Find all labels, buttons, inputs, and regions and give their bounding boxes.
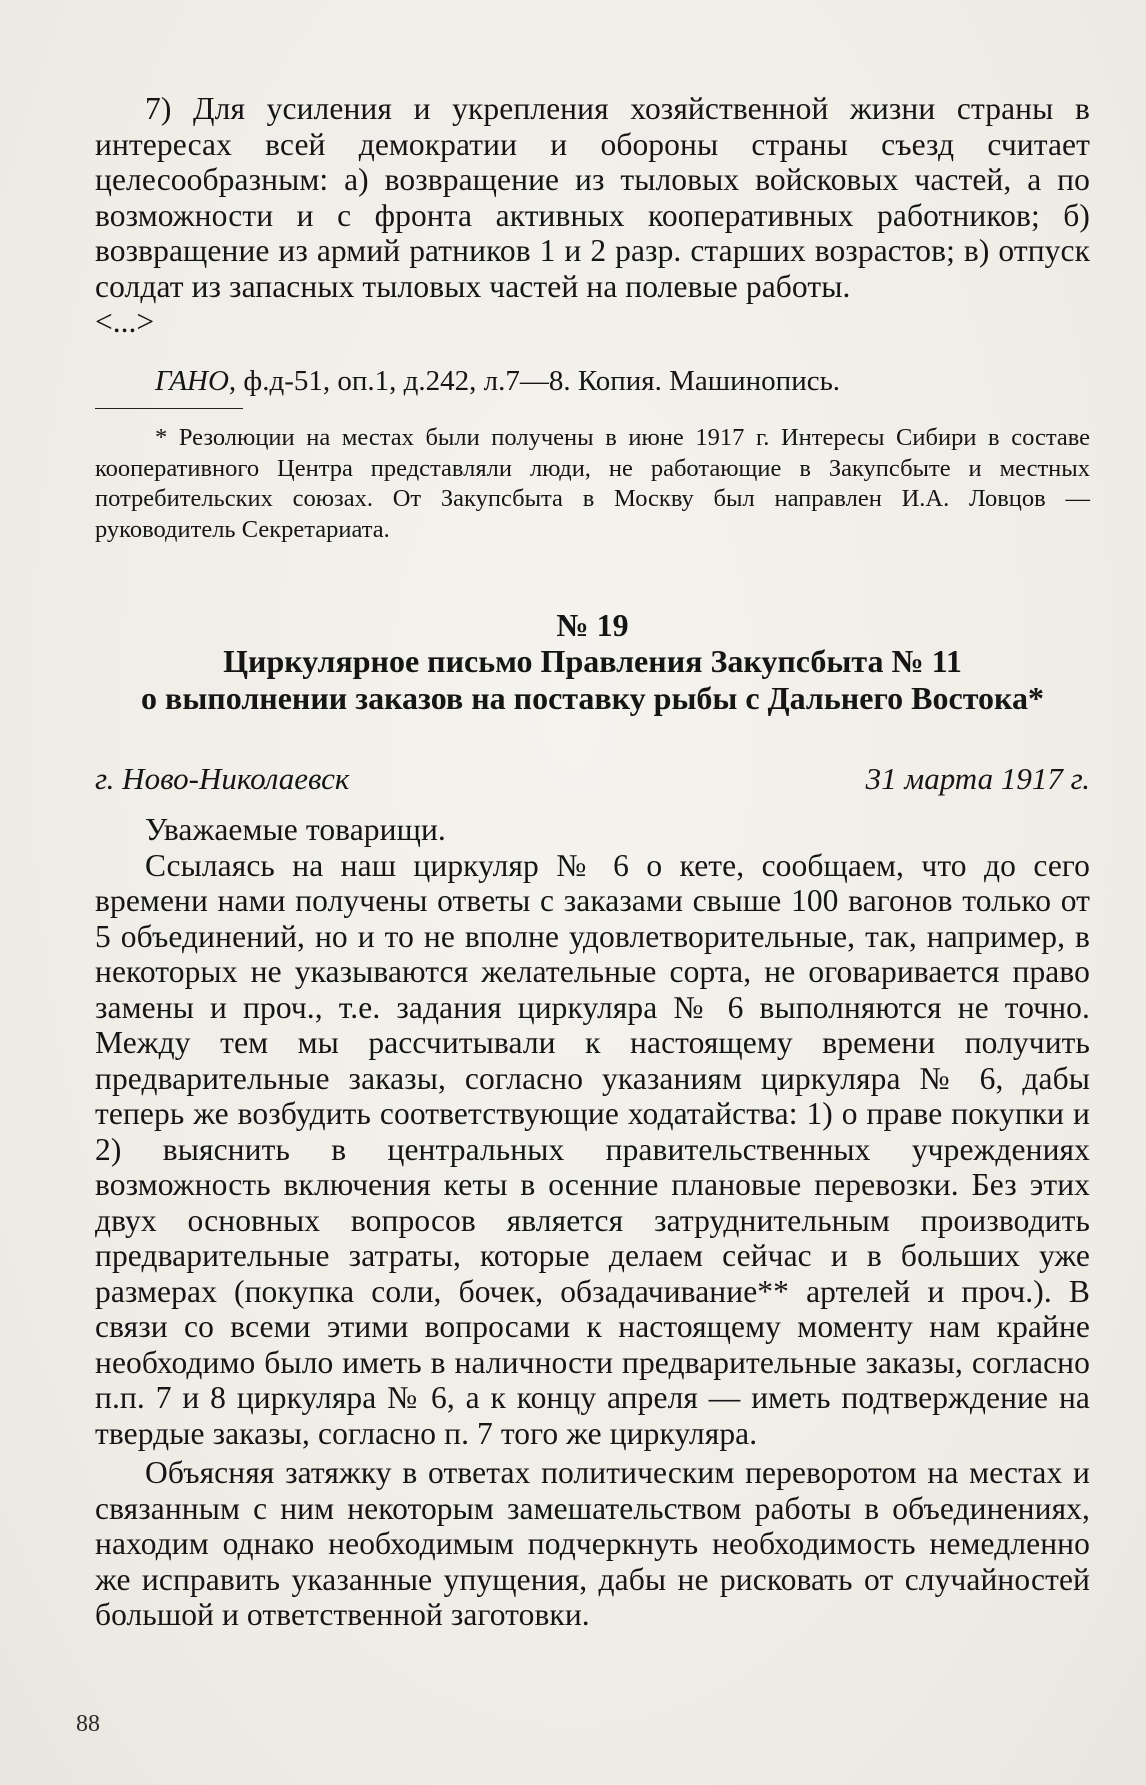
body-paragraph-1: Ссылаясь на наш циркуляр № 6 о кете, сообщаем, что до сего времени нами получены ответы с заказами свыше 100 вагонов только от 5 объединений, но и то не вполне удовлетворительные, так, например, в некоторых не указываются желательные сорта, не оговаривается право замены и проч., т.е. задания циркуляра № 6 выполняются не точно. Между тем мы рассчитывали к настоящему времени получить предварительные заказы, согласно указаниям циркуляра № 6, дабы теперь же возбудить соответствующие ходатайства: 1) о праве покупки и 2) выяснить в центральных правительственных учреждениях возможность включения кеты в осенние плановые перевозки. Без этих двух основных вопросов является затруднительным производить предварительные затраты, которые делаем сейчас и в больших уже размерах (покупка соли, бочек, обзадачивание** артелей и проч.). В связи со всеми этими вопросами к настоящему моменту нам крайне необходимо было иметь в наличности предварительные заказы, согласно п.п. 7 и 8 циркуляра № 6, а к концу апреля — иметь подтверждение на твердые заказы, согласно п. 7 того же циркуляра.: [95, 847, 1090, 1451]
salutation: Уважаемые товарищи.: [145, 812, 446, 847]
document-title: [95, 643, 1090, 717]
document-number: № 19: [556, 607, 629, 643]
page-number: 88: [76, 1711, 100, 1737]
continuation-block: [95, 91, 1090, 340]
continuation-paragraph: 7) Для усиления и укрепления хозяйственной жизни страны в интересах всей демократии и обороны страны съезд считает целесообразным: а) возвращение из тыловых войсковых частей, а по возможности и с фронта активных кооперативных работников; б) возвращение из армий ратников 1 и 2 разр. старших возрастов; в) отпуск солдат из запасных тыловых частей на полевые работы.: [95, 91, 1090, 304]
body-paragraph-2: Объясняя затяжку в ответах политическим переворотом на местах и связанным с ним некоторым замешательством работы в объединениях, находим однако необходимым подчеркнуть необходимость немедленно же исправить указанные упущения, дабы не рисковать от случайностей большой и ответственной заготовки.: [95, 1455, 1090, 1632]
document-title-line-1: Циркулярное письмо Правления Закупсбыта № 11: [223, 643, 962, 679]
document-place: г. Ново-Николаевск: [95, 761, 350, 796]
document-title-line-2: о выполнении заказов на поставку рыбы с Дальнего Востока*: [141, 680, 1044, 716]
archive-name: ГАНО: [155, 365, 229, 397]
letter-body: [95, 812, 1090, 1633]
archive-source: [155, 365, 840, 397]
footnote: * Резолюции на местах были получены в июне 1917 г. Интересы Сибири в составе кооперативного Центра представляли люди, не работающие в Закупсбыте и местных потребительских союзах. От Закупсбыта в Москву был направлен И.А. Ловцов — руководитель Секретариата.: [95, 424, 1090, 543]
omission-mark: <...>: [95, 304, 155, 339]
archive-details: , ф.д-51, оп.1, д.242, л.7—8. Копия. Машинопись.: [228, 365, 841, 397]
document-date: 31 марта 1917 г.: [865, 761, 1090, 796]
footnote-divider: [95, 408, 243, 409]
